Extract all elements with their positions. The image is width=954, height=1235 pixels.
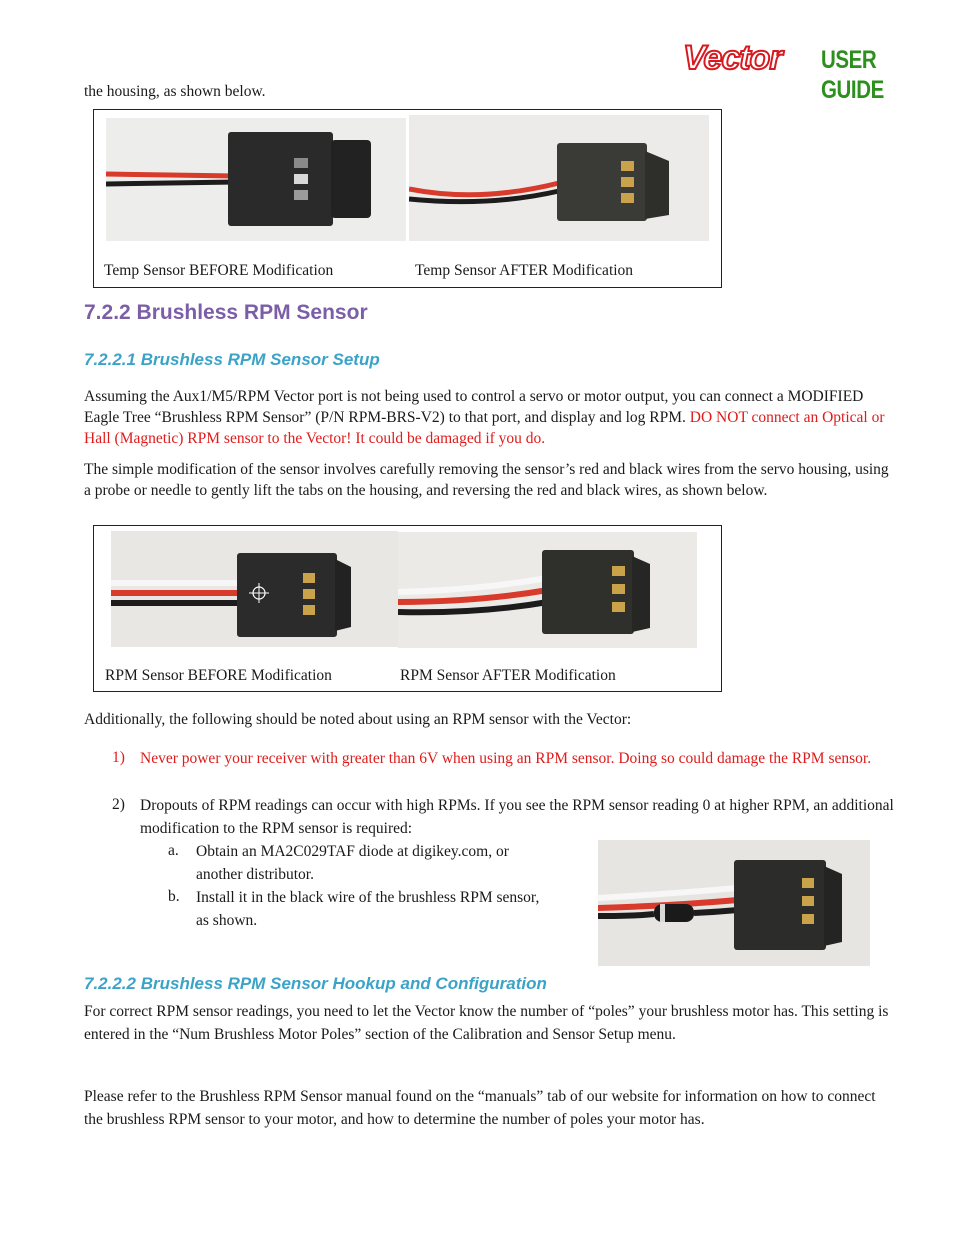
intro-line: the housing, as shown below. <box>84 83 266 100</box>
note-item-2-number: 2) <box>112 796 125 813</box>
note-subitem-a-text: Obtain an MA2C029TAF diode at digikey.com, or another distributor. <box>196 843 509 883</box>
notes-lead: Additionally, the following should be noted about using an RPM sensor with the Vector: <box>84 711 632 728</box>
section-title: 7.2.2 Brushless RPM Sensor <box>84 301 368 324</box>
note-subitem-b-text: Install it in the black wire of the brushless RPM sensor, as shown. <box>196 889 540 929</box>
temp-sensor-figure <box>93 109 722 288</box>
diode-install-photo <box>598 840 870 966</box>
note-subitem-b-number: b. <box>168 888 180 905</box>
rpm-after-caption: RPM Sensor AFTER Modification <box>400 667 616 684</box>
temp-sensor-after-photo <box>409 115 709 241</box>
note-subitem-a-number: a. <box>168 842 179 859</box>
header-logo <box>683 39 933 104</box>
note-item-2 <box>112 794 902 840</box>
modification-paragraph: The simple modification of the sensor involves carefully removing the sensor’s red and black wires from the servo housing, using a probe or needle to gently lift the tabs on the housing, and reversing the red and black wires, as shown below. <box>84 461 889 499</box>
rpm-sensor-after-photo <box>398 532 697 648</box>
temp-after-caption: Temp Sensor AFTER Modification <box>415 262 634 279</box>
note-subitem-a <box>168 840 568 886</box>
subsection-hookup-title: 7.2.2.2 Brushless RPM Sensor Hookup and Configuration <box>84 974 547 993</box>
vector-logo: Vector <box>683 39 782 77</box>
setup-warning: DO NOT connect an Optical or Hall (Magnetic) RPM sensor to the Vector! It could be damaged if you do. <box>84 409 885 447</box>
subsection-setup-title: 7.2.2.1 Brushless RPM Sensor Setup <box>84 350 380 369</box>
rpm-sensor-figure <box>93 525 722 692</box>
hookup-paragraph-1: For correct RPM sensor readings, you need to let the Vector know the number of “poles” your brushless motor has. This setting is entered in the “Num Brushless Motor Poles” section of the Calibration and Sensor Setup menu. <box>84 1003 889 1043</box>
setup-paragraph <box>84 386 896 449</box>
note-item-1 <box>112 747 902 770</box>
note-item-2-text: Dropouts of RPM readings can occur with high RPMs. If you see the RPM sensor reading 0 at higher RPM, an additional modification to the RPM sensor is required: <box>140 797 894 837</box>
note-item-1-text: Never power your receiver with greater than 6V when using an RPM sensor. Doing so could damage the RPM sensor. <box>140 750 872 767</box>
note-subitem-b <box>168 886 568 932</box>
temp-before-caption: Temp Sensor BEFORE Modification <box>104 262 334 279</box>
rpm-sensor-before-photo <box>111 531 398 647</box>
user-guide-label: USER GUIDE <box>821 46 884 104</box>
temp-sensor-before-photo <box>106 118 406 241</box>
rpm-before-caption: RPM Sensor BEFORE Modification <box>105 667 332 684</box>
note-item-1-number: 1) <box>112 749 125 766</box>
hookup-paragraph-2: Please refer to the Brushless RPM Sensor manual found on the “manuals” tab of our website for information on how to connect the brushless RPM sensor to your motor, and how to determine the number of poles your motor has. <box>84 1088 876 1128</box>
setup-paragraph-text: Assuming the Aux1/M5/RPM Vector port is not being used to control a servo or motor output, you can connect a MODIFIED Eagle Tree “Brushless RPM Sensor” (P/N RPM-BRS-V2) to that port, and display and log RPM. <box>84 388 864 426</box>
